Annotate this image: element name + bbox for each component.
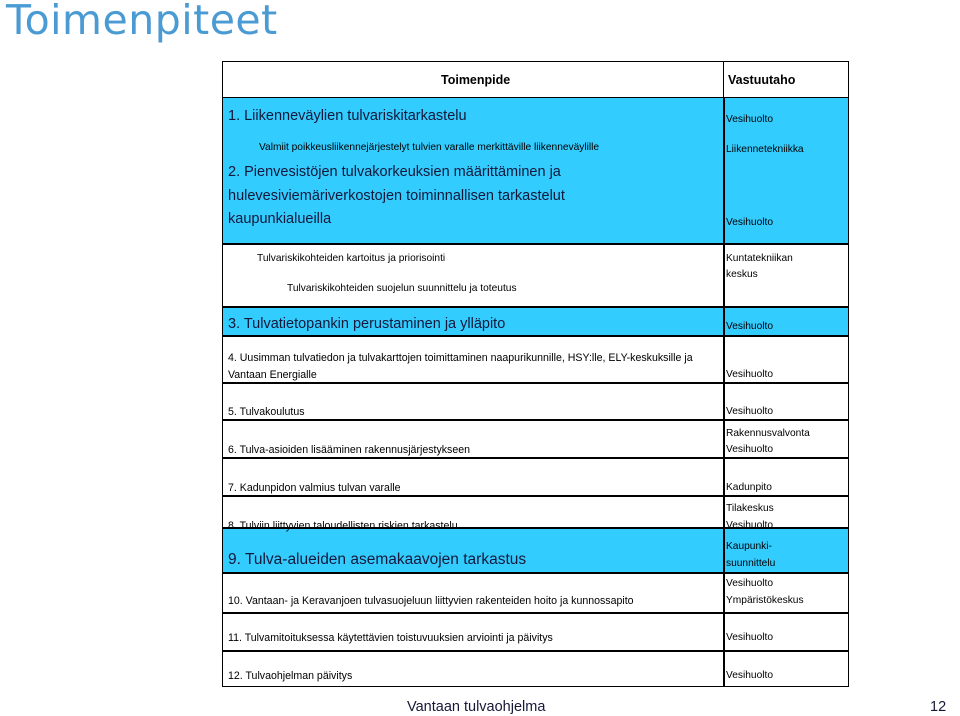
- responsibility-9-line-2: suunnittelu: [726, 558, 776, 569]
- action-1: 1. Liikenneväylien tulvariskitarkastelu: [228, 108, 467, 124]
- row-divider: [223, 650, 848, 652]
- column-divider: [723, 97, 725, 686]
- action-2-line-1: 2. Pienvesistöjen tulvakorkeuksien määrittäminen ja: [228, 164, 561, 180]
- slide-title: Toimenpiteet: [6, 0, 278, 44]
- row-divider: [223, 612, 848, 614]
- responsibility-3: Vesihuolto: [726, 321, 774, 332]
- row-divider: [223, 243, 848, 245]
- action-4-line-1: 4. Uusimman tulvatiedon ja tulvakarttojen toimittaminen naapurikunnille, HSY:lle, ELY-keskuksille ja: [228, 352, 693, 364]
- action-3: 3. Tulvatietopankin perustaminen ja ylläpito: [228, 316, 506, 332]
- responsibility-8-line-2: Vesihuolto: [726, 520, 774, 531]
- responsibility-5: Vesihuolto: [726, 406, 774, 417]
- action-6: 6. Tulva-asioiden lisääminen rakennusjärjestykseen: [228, 444, 471, 456]
- page-number: 12: [930, 699, 947, 715]
- action-12: 12. Tulvaohjelman päivitys: [228, 670, 353, 682]
- row-divider: [223, 457, 848, 459]
- row-divider: [223, 495, 848, 497]
- action-11: 11. Tulvamitoituksessa käytettävien toistuvuuksien arviointi ja päivitys: [228, 632, 553, 644]
- row-divider: [223, 419, 848, 421]
- header-responsibility-cell: [725, 62, 848, 97]
- responsibility-4: Vesihuolto: [726, 369, 774, 380]
- responsibility-10-line-1: Vesihuolto: [726, 578, 774, 589]
- row-divider: [223, 306, 848, 308]
- action-2-line-2: hulevesiviemäriverkostojen toiminnallisen tarkastelut: [228, 188, 565, 204]
- row-divider: [223, 335, 848, 337]
- action-9: 9. Tulva-alueiden asemakaavojen tarkastus: [228, 551, 527, 568]
- responsibility-6-line-2: Vesihuolto: [726, 444, 774, 455]
- responsibility-12: Vesihuolto: [726, 670, 774, 681]
- action-10: 10. Vantaan- ja Keravanjoen tulvasuojeluun liittyvien rakenteiden hoito ja kunnossapito: [228, 595, 634, 607]
- responsibility-1-sub: Liikennetekniikka: [726, 144, 804, 155]
- actions-table: [222, 61, 849, 687]
- action-5: 5. Tulvakoulutus: [228, 406, 305, 418]
- header-action-cell: [223, 62, 724, 97]
- action-7: 7. Kadunpidon valmius tulvan varalle: [228, 482, 401, 494]
- header-action: Toimenpide: [441, 73, 511, 87]
- responsibility-2-sub-line-2: keskus: [726, 269, 758, 280]
- row-divider: [223, 382, 848, 384]
- responsibility-7: Kadunpito: [726, 482, 772, 493]
- action-1-sub: Valmiit poikkeusliikennejärjestelyt tulvien varalle merkittäville liikenneväylille: [259, 142, 600, 153]
- responsibility-9-line-1: Kaupunki-: [726, 541, 772, 552]
- responsibility-2-sub-line-1: Kuntatekniikan: [726, 253, 793, 264]
- row-divider: [223, 572, 848, 574]
- header-responsibility: Vastuutaho: [728, 73, 796, 87]
- responsibility-8-line-1: Tilakeskus: [726, 503, 774, 514]
- responsibility-10-line-2: Ympäristökeskus: [726, 595, 804, 606]
- action-8: 8. Tulviin liittyvien taloudellisten riskien tarkastelu: [228, 520, 458, 532]
- action-2-sub-2: Tulvariskikohteiden suojelun suunnittelu ja toteutus: [287, 283, 517, 294]
- responsibility-2: Vesihuolto: [726, 217, 774, 228]
- footer-title: Vantaan tulvaohjelma: [407, 699, 546, 715]
- action-4-line-2: Vantaan Energialle: [228, 369, 317, 381]
- responsibility-1: Vesihuolto: [726, 114, 774, 125]
- action-2-line-3: kaupunkialueilla: [228, 211, 332, 227]
- action-2-sub-1: Tulvariskikohteiden kartoitus ja priorisointi: [257, 253, 446, 264]
- responsibility-11: Vesihuolto: [726, 632, 774, 643]
- responsibility-6-line-1: Rakennusvalvonta: [726, 428, 810, 439]
